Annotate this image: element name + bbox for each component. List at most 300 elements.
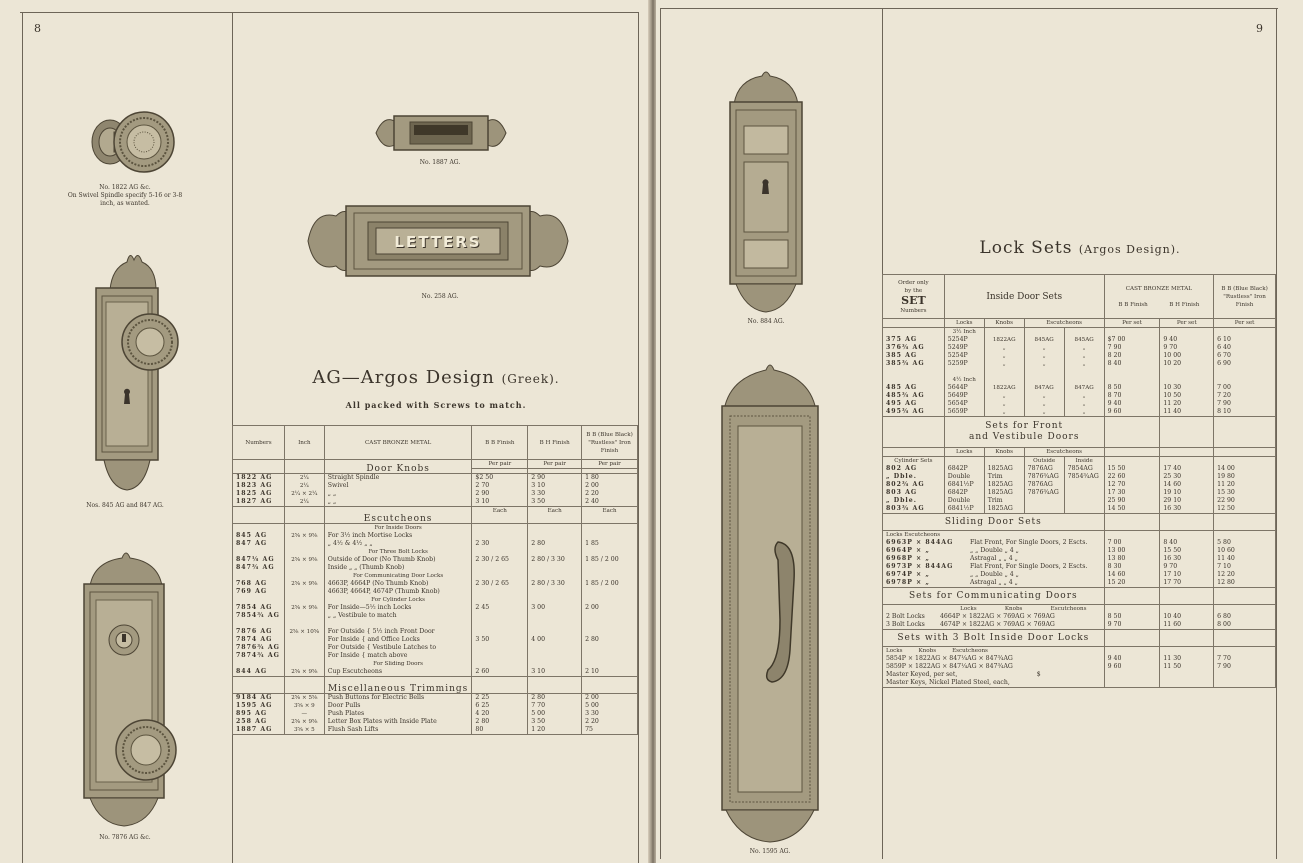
- price: 2 80: [585, 636, 599, 643]
- price: 2 45: [475, 604, 490, 611]
- price: 15 50: [1163, 547, 1182, 554]
- row-esc: 7876AG: [1027, 481, 1053, 488]
- price: 17 40: [1163, 465, 1182, 472]
- header-order: [883, 275, 945, 319]
- row-desc: For Inside { match above: [327, 652, 408, 659]
- row-knob: 1825AG: [987, 489, 1013, 496]
- order-header-line: Numbers: [900, 307, 927, 314]
- price: 13 00: [1107, 547, 1126, 554]
- price-rb: [582, 524, 638, 677]
- price-bb: [1104, 531, 1160, 588]
- row-desc: 4674P × 1822AG × 769AG × 769AG: [940, 621, 1055, 628]
- row-number: 844 AG: [236, 668, 268, 675]
- table-row: [883, 605, 1276, 630]
- knob-caption-line-3: inch, as wanted.: [100, 200, 150, 207]
- row-desc: Flat Front, For Single Doors, 2 Escts.: [970, 539, 1088, 546]
- row-inch: 2⅝ × 9⅝: [291, 605, 318, 611]
- set-esc-outside: [1024, 457, 1064, 514]
- price: 8 50: [1107, 613, 1122, 620]
- plate-884-illustration: [728, 68, 804, 314]
- cell: [233, 677, 285, 694]
- item-number: [233, 524, 285, 677]
- row-inch: 2⅝ × 10⅝: [289, 629, 320, 635]
- price: $7 00: [1107, 336, 1126, 343]
- row-lock: 6841½P: [947, 481, 974, 488]
- row-number: 803 AG: [886, 489, 918, 496]
- cell: [284, 507, 324, 524]
- door-knob-illustration: [86, 106, 178, 184]
- row-number: 2 Bolt Locks: [886, 613, 925, 620]
- price: 10 30: [1163, 384, 1182, 391]
- table-row: [233, 524, 638, 677]
- row-number: 845 AG: [236, 532, 268, 539]
- price: 6 80: [1217, 613, 1231, 620]
- price: 7 70: [531, 702, 546, 709]
- order-header-set: SET: [901, 293, 926, 307]
- row-number: 6964P × „: [886, 547, 930, 554]
- price: $2 50: [475, 474, 494, 481]
- price: 7 90: [1217, 400, 1231, 407]
- row-desc: Door Pulls: [327, 702, 361, 709]
- master-keyed-line: Master Keyed, per set,: [886, 671, 958, 678]
- price: 8 40: [1163, 539, 1178, 546]
- cell: [1160, 417, 1214, 448]
- price: 5 80: [1217, 539, 1231, 546]
- row-esc: „: [1082, 345, 1086, 351]
- row-number: 6974P × „: [886, 571, 930, 578]
- price-bh: [528, 474, 582, 507]
- price: 9 40: [1107, 400, 1122, 407]
- price: 3 50: [531, 718, 546, 725]
- row-number: 385 AG: [886, 352, 918, 359]
- price: 9 70: [1163, 344, 1178, 351]
- price: 10 50: [1163, 392, 1182, 399]
- bh-header: B H Finish: [1169, 301, 1200, 308]
- price: 2 60: [475, 668, 490, 675]
- section-front-vestibule: [944, 417, 1104, 448]
- unit-label: Each: [582, 507, 638, 524]
- unit-label: Per pair: [472, 460, 528, 469]
- row-esc: „: [1042, 401, 1046, 407]
- price-rb: [1214, 328, 1276, 417]
- right-page-left-border: [660, 8, 661, 859]
- price-rb: [1214, 531, 1276, 588]
- group-label: For Three Bolt Locks: [368, 549, 428, 555]
- price: 80: [475, 726, 484, 733]
- row-esc: 7876AG: [1027, 465, 1053, 472]
- outside-label: Outside: [1033, 458, 1056, 464]
- table-row: [883, 328, 1276, 417]
- table-row: [233, 694, 638, 735]
- cell: [1214, 588, 1276, 605]
- price: 2 90: [475, 490, 490, 497]
- group-label: For Cylinder Locks: [371, 597, 426, 603]
- price: 11 60: [1163, 621, 1182, 628]
- set-esc-1: [1024, 328, 1064, 417]
- cast-header-text: CAST BRONZE METAL: [1125, 285, 1192, 292]
- table-row: [883, 647, 1276, 688]
- left-page: [0, 0, 650, 863]
- price: 2 90: [531, 474, 546, 481]
- cell: [284, 460, 324, 474]
- cell: [883, 448, 945, 457]
- header-cast-bronze: [1104, 275, 1214, 319]
- row-desc: For Inside { and Office Locks: [327, 636, 420, 643]
- price: 15 50: [1107, 465, 1126, 472]
- price: 25 30: [1163, 473, 1182, 480]
- price: 9 70: [1163, 563, 1178, 570]
- row-desc: „ „: [327, 498, 337, 505]
- price: 12 50: [1217, 505, 1235, 512]
- row-knob: „: [1002, 361, 1006, 367]
- comm-sub-header: Locks: [960, 606, 977, 612]
- sub-header-knobs: Knobs: [984, 448, 1024, 457]
- cylinder-sets-note: Cylinder Sets: [894, 458, 933, 464]
- price: 2 20: [585, 718, 599, 725]
- row-esc: „: [1042, 361, 1046, 367]
- price: 9 40: [1163, 336, 1178, 343]
- row-knob: 1825AG: [987, 505, 1013, 512]
- price: 7 00: [1217, 384, 1231, 391]
- price: 3 00: [531, 604, 546, 611]
- price: 8 20: [1107, 352, 1122, 359]
- sub-header-escutcheons: Escutcheons: [1024, 448, 1104, 457]
- three-bolt-sub-header: Locks: [886, 648, 903, 654]
- letter-box-caption: No. 258 AG.: [421, 293, 459, 300]
- price: 2 30 / 2 65: [475, 556, 509, 563]
- row-number: 803¾ AG: [886, 505, 925, 512]
- price: 12 80: [1217, 579, 1235, 586]
- master-keys-line: Master Keys, Nickel Plated Steel, each,: [886, 679, 1010, 686]
- price: 2 80 / 3 30: [531, 556, 565, 563]
- row-desc: Letter Box Plates with Inside Plate: [327, 718, 437, 725]
- per-set-label: Per set: [1214, 319, 1276, 328]
- price: 2 20: [585, 490, 599, 497]
- price-bh: [1160, 647, 1214, 688]
- set-knobs: [984, 328, 1024, 417]
- row-lock: 5649P: [947, 392, 968, 399]
- row-lock: 5654P: [947, 400, 968, 407]
- price: 6 25: [475, 702, 490, 709]
- price: 16 30: [1163, 505, 1182, 512]
- row-number: 485¾ AG: [886, 392, 925, 399]
- price: 2 80: [531, 694, 546, 701]
- row-inch: 2¼: [299, 483, 309, 489]
- price: 8 10: [1217, 408, 1231, 415]
- argos-price-table: [232, 425, 638, 735]
- row-number: 847¾ AG: [236, 564, 275, 571]
- per-set-label: Per set: [1104, 319, 1160, 328]
- row-number: 768 AG: [236, 580, 268, 587]
- row-lock: 6841½P: [947, 505, 974, 512]
- cell: [1160, 514, 1214, 531]
- price: 7 20: [1217, 392, 1231, 399]
- lock-sets-table: [882, 274, 1276, 688]
- row-desc: 4664P × 1822AG × 769AG × 769AG: [940, 613, 1055, 620]
- slot-plate-caption: No. 1887 AG.: [419, 159, 461, 166]
- comm-sub-header: Escutcheons: [1050, 606, 1087, 612]
- comm-sub-header: Knobs: [1004, 606, 1023, 612]
- header-bh-finish: B H Finish: [528, 426, 582, 460]
- cell: [1214, 448, 1276, 457]
- row-esc: 7854¾AG: [1067, 473, 1099, 480]
- price: 9 60: [1107, 408, 1122, 415]
- price: 4 20: [475, 710, 490, 717]
- title-suffix: (Argos Design).: [1078, 243, 1181, 256]
- price-rb: [582, 694, 638, 735]
- page-subheading: All packed with Screws to match.: [345, 400, 527, 410]
- price: 14 50: [1107, 505, 1126, 512]
- header-inside-door-sets: Inside Door Sets: [944, 275, 1104, 319]
- row-esc: 847AG: [1034, 385, 1054, 391]
- price-bb: [1104, 647, 1160, 688]
- row-knob: 1822AG: [992, 385, 1016, 391]
- row-lock: 5254P: [947, 336, 968, 343]
- row-lock: 5254P: [947, 352, 968, 359]
- row-number: 495 AG: [886, 400, 918, 407]
- price: 8 50: [1107, 384, 1122, 391]
- price: 8 70: [1107, 392, 1122, 399]
- per-set-label: Per set: [1160, 319, 1214, 328]
- price: 11 40: [1163, 408, 1182, 415]
- letter-plate-text: LETTERS: [394, 233, 482, 251]
- unit-label: Per pair: [582, 460, 638, 469]
- row-inch: 2¼: [299, 499, 309, 505]
- row-desc: Push Plates: [327, 710, 365, 717]
- row-knob: Trim: [987, 473, 1003, 480]
- cell: [1104, 630, 1160, 647]
- price: 2 00: [585, 482, 599, 489]
- row-desc: „ „ Vestibule to match: [327, 612, 397, 619]
- price: 13 80: [1107, 555, 1126, 562]
- price: 22 90: [1217, 497, 1235, 504]
- row-desc: 5859P × 1822AG × 847¼AG × 847¾AG: [886, 663, 1013, 670]
- page-number-right: 9: [1256, 22, 1263, 35]
- unit-label: Each: [472, 507, 528, 524]
- price: 3 30: [585, 710, 599, 717]
- knob-caption-line-2: On Swivel Spindle specify 5-16 or 3-8: [67, 192, 183, 199]
- group-label: For Inside Doors: [374, 525, 422, 531]
- row-inch: 2¼ × 2¼: [291, 491, 318, 497]
- price: 19 10: [1163, 489, 1182, 496]
- price: 12 20: [1217, 571, 1235, 578]
- cell: [284, 677, 324, 694]
- price: 11 30: [1163, 655, 1182, 662]
- price-bh: [1160, 328, 1214, 417]
- row-number: 6978P × „: [886, 579, 930, 586]
- row-esc: „: [1042, 353, 1046, 359]
- row-desc: 4663P, 4664P, 4674P (Thumb Knob): [327, 588, 440, 595]
- price-bb: [472, 524, 528, 677]
- front-title-line: and Vestibule Doors: [968, 432, 1080, 442]
- set-esc-inside: [1064, 457, 1104, 514]
- price: 6 40: [1217, 344, 1231, 351]
- section-door-knobs: Door Knobs: [324, 460, 472, 474]
- price: 8 00: [1217, 621, 1231, 628]
- price: 16 30: [1163, 555, 1182, 562]
- cell: [1214, 417, 1276, 448]
- row-inch: 3⅝ × 5: [293, 727, 315, 733]
- row-number: 7874¾ AG: [236, 652, 280, 659]
- row-number: 6963P × 844AG: [886, 539, 954, 546]
- price: 3 50: [531, 498, 546, 505]
- slot-plate-illustration: [374, 110, 508, 156]
- set-esc-2: [1064, 328, 1104, 417]
- row-knob: „: [1002, 401, 1006, 407]
- row-desc: Flush Sash Lifts: [327, 726, 379, 733]
- cell: [1214, 514, 1276, 531]
- item-number: [233, 474, 285, 507]
- row-inch: 2⅝ × 9⅝: [291, 557, 318, 563]
- row-desc: Astragal „ „ 4 „: [970, 555, 1018, 562]
- cell: [1214, 630, 1276, 647]
- price: 10 20: [1163, 360, 1182, 367]
- row-desc: Straight Spindle: [327, 474, 380, 481]
- row-number: 1887 AG: [236, 726, 273, 733]
- cell: [1104, 417, 1160, 448]
- price: 5 00: [531, 710, 546, 717]
- row-esc: „: [1042, 345, 1046, 351]
- set-numbers: [883, 328, 945, 417]
- row-number: 7854 AG: [236, 604, 273, 611]
- row-desc: Push Buttons for Electric Bells: [327, 694, 425, 701]
- row-number: 769 AG: [236, 588, 268, 595]
- row-knob: 1825AG: [987, 465, 1013, 472]
- price: 9 40: [1107, 655, 1122, 662]
- row-esc: „: [1082, 401, 1086, 407]
- header-inch: Inch: [284, 426, 324, 460]
- row-esc: „: [1082, 353, 1086, 359]
- left-border: [22, 12, 23, 863]
- communicating-rows: [883, 605, 1105, 630]
- three-bolt-rows: [883, 647, 1105, 688]
- row-esc: „: [1042, 409, 1046, 415]
- row-lock: 5644P: [947, 384, 968, 391]
- price: 2 80: [531, 540, 546, 547]
- price: 7 90: [1107, 344, 1122, 351]
- set-knobs: [984, 457, 1024, 514]
- heading-suffix: (Greek).: [501, 372, 560, 386]
- row-number: 495¾ AG: [886, 408, 925, 415]
- price: 3 50: [475, 636, 490, 643]
- price: 10 40: [1163, 613, 1182, 620]
- price: 8 40: [1107, 360, 1122, 367]
- row-lock: Double: [947, 497, 971, 504]
- price: 2 80: [475, 718, 490, 725]
- row-inch: 3⅝ × 9: [293, 703, 315, 709]
- price: 6 90: [1217, 360, 1231, 367]
- price: 3 10: [475, 498, 490, 505]
- master-keyed-dollar: $: [1036, 671, 1041, 678]
- price: 75: [585, 726, 593, 733]
- heading-text: AG—Argos Design: [312, 367, 495, 388]
- price: 2 00: [585, 694, 599, 701]
- row-knob: Trim: [987, 497, 1003, 504]
- three-bolt-sub-header: Escutcheons: [952, 648, 988, 654]
- row-desc: For 3½ inch Mortise Locks: [327, 532, 413, 539]
- plate-1595-illustration: [720, 360, 820, 844]
- price: 4 00: [531, 636, 546, 643]
- plate-1595-caption: No. 1595 AG.: [749, 848, 791, 855]
- page-heading: [234, 367, 638, 388]
- row-number: 3 Bolt Locks: [886, 621, 925, 628]
- price: 1 85: [585, 540, 599, 547]
- row-lock: Double: [947, 473, 971, 480]
- three-bolt-sub-header: Knobs: [918, 648, 937, 654]
- cylinder-caption: No. 7876 AG &c.: [99, 834, 151, 841]
- table-row: [233, 474, 638, 507]
- row-inch: 2⅝ × 9⅝: [291, 533, 318, 539]
- price: 5 00: [585, 702, 599, 709]
- row-desc: Outside of Door (No Thumb Knob): [327, 556, 436, 563]
- row-desc: „ „ Double „ 4 „: [970, 571, 1019, 578]
- price: 19 80: [1217, 473, 1235, 480]
- header-bb-finish: B B Finish: [472, 426, 528, 460]
- escutcheon-knob-illustration: [90, 250, 184, 496]
- item-desc: [324, 524, 472, 677]
- item-desc: [324, 474, 472, 507]
- header-rustless-finish: B B (Blue Black) "Rustless" Iron Finish: [582, 426, 638, 460]
- row-number: 6973P × 844AG: [886, 563, 954, 570]
- row-number: 847 AG: [236, 540, 268, 547]
- bb-header: B B Finish: [1118, 301, 1148, 308]
- row-number: 7854¾ AG: [236, 612, 280, 619]
- plate-884-caption: No. 884 AG.: [747, 318, 785, 325]
- escutcheon-caption: Nos. 845 AG and 847 AG.: [86, 502, 164, 509]
- row-number: 802 AG: [886, 465, 918, 472]
- row-lock: 5659P: [947, 408, 968, 415]
- price-bb: [472, 694, 528, 735]
- price: 2 30 / 2 65: [475, 580, 509, 587]
- cell: [1104, 448, 1160, 457]
- price-bh: [528, 694, 582, 735]
- row-lock: 5259P: [947, 360, 968, 367]
- sub-header-locks: Locks: [944, 448, 984, 457]
- sub-header-escutcheons: Escutcheons: [1024, 319, 1104, 328]
- row-number: 802¾ AG: [886, 481, 925, 488]
- price: 7 00: [1107, 539, 1122, 546]
- row-desc: Inside „ „ (Thumb Knob): [327, 564, 405, 571]
- row-esc: 845AG: [1074, 337, 1094, 343]
- row-esc: 845AG: [1034, 337, 1054, 343]
- title-text: Lock Sets: [979, 238, 1073, 258]
- row-number: „ Dble.: [886, 497, 917, 504]
- price: 25 90: [1107, 497, 1126, 504]
- row-inch: 2⅝ × 9⅝: [291, 719, 318, 725]
- price: 9 60: [1107, 663, 1122, 670]
- price: 10 60: [1217, 547, 1235, 554]
- price-bb: [1104, 328, 1160, 417]
- group-label: For Sliding Doors: [373, 661, 424, 667]
- row-number: 485 AG: [886, 384, 918, 391]
- set-numbers: [883, 457, 945, 514]
- price: 3 30: [531, 490, 546, 497]
- section-sliding-door-sets: Sliding Door Sets: [883, 514, 1105, 531]
- row-inch: 2⅝ × 9⅝: [291, 669, 318, 675]
- row-desc: Astragal „ „ 4 „: [970, 579, 1018, 586]
- sliding-sub-header: Locks Escutcheons: [886, 532, 941, 538]
- section-escutcheons: Escutcheons: [324, 507, 472, 524]
- row-lock: 5249P: [947, 344, 968, 351]
- price: 2 10: [585, 668, 599, 675]
- row-desc: 4663P, 4664P (No Thumb Knob): [327, 580, 429, 587]
- order-header-line: by the: [904, 287, 923, 294]
- price: 29 10: [1163, 497, 1182, 504]
- price-bb: [1104, 457, 1160, 514]
- item-inch: [284, 524, 324, 677]
- price: 6 10: [1217, 336, 1231, 343]
- price-bh: [1160, 531, 1214, 588]
